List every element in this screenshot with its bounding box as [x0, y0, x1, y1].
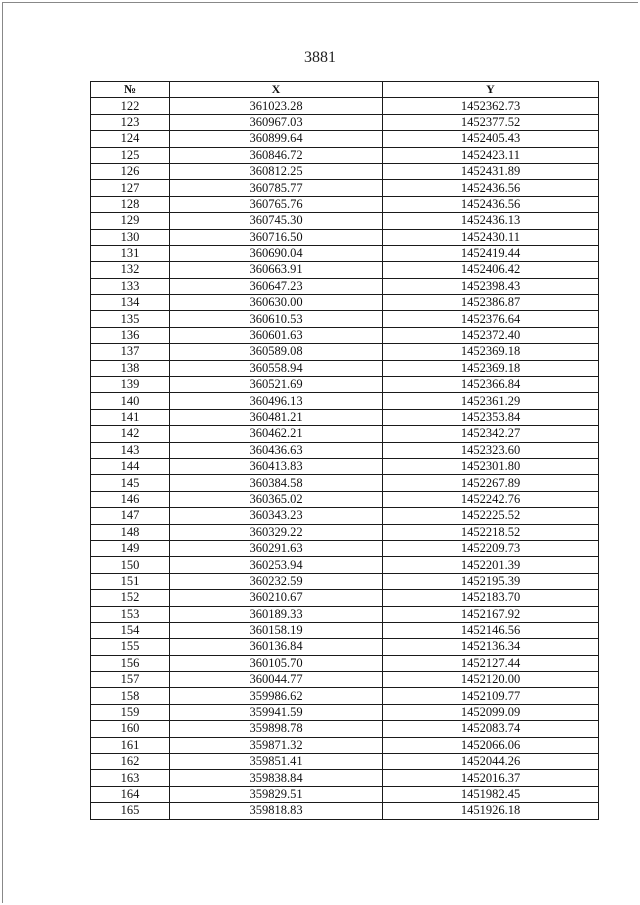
cell-number: 164	[91, 786, 170, 802]
cell-number: 151	[91, 573, 170, 589]
cell-x: 360812.25	[170, 163, 383, 179]
cell-x: 360716.50	[170, 229, 383, 245]
cell-y: 1452209.73	[383, 540, 599, 556]
cell-x: 360329.22	[170, 524, 383, 540]
table-row	[91, 573, 599, 589]
cell-x: 360253.94	[170, 557, 383, 573]
cell-x: 360690.04	[170, 245, 383, 261]
table-row	[91, 229, 599, 245]
table-row	[91, 245, 599, 261]
cell-number: 135	[91, 311, 170, 327]
cell-y: 1452362.73	[383, 98, 599, 114]
cell-x: 360436.63	[170, 442, 383, 458]
table-row	[91, 327, 599, 343]
cell-x: 360136.84	[170, 639, 383, 655]
cell-y: 1452083.74	[383, 721, 599, 737]
table-row	[91, 147, 599, 163]
cell-number: 132	[91, 262, 170, 278]
cell-number: 161	[91, 737, 170, 753]
cell-number: 148	[91, 524, 170, 540]
cell-y: 1452372.40	[383, 327, 599, 343]
cell-x: 360745.30	[170, 213, 383, 229]
page-number: 3881	[304, 49, 336, 66]
cell-y: 1452405.43	[383, 131, 599, 147]
table-row	[91, 393, 599, 409]
cell-x: 360413.83	[170, 458, 383, 474]
cell-y: 1452016.37	[383, 770, 599, 786]
cell-x: 360647.23	[170, 278, 383, 294]
cell-number: 144	[91, 458, 170, 474]
cell-y: 1452386.87	[383, 295, 599, 311]
cell-number: 130	[91, 229, 170, 245]
cell-number: 138	[91, 360, 170, 376]
cell-number: 131	[91, 245, 170, 261]
cell-y: 1452127.44	[383, 655, 599, 671]
cell-y: 1452225.52	[383, 508, 599, 524]
page-edge-top	[2, 2, 638, 3]
cell-number: 141	[91, 409, 170, 425]
cell-number: 157	[91, 672, 170, 688]
cell-number: 140	[91, 393, 170, 409]
table-header-row	[91, 82, 599, 98]
cell-number: 128	[91, 196, 170, 212]
table-row	[91, 442, 599, 458]
cell-number: 160	[91, 721, 170, 737]
cell-y: 1451982.45	[383, 786, 599, 802]
cell-number: 122	[91, 98, 170, 114]
cell-number: 162	[91, 754, 170, 770]
cell-y: 1452323.60	[383, 442, 599, 458]
cell-x: 359829.51	[170, 786, 383, 802]
table-body	[91, 98, 599, 819]
table-row	[91, 590, 599, 606]
cell-x: 360521.69	[170, 377, 383, 393]
cell-y: 1452430.11	[383, 229, 599, 245]
table-row	[91, 639, 599, 655]
cell-y: 1452342.27	[383, 426, 599, 442]
cell-y: 1452195.39	[383, 573, 599, 589]
table-row	[91, 360, 599, 376]
cell-y: 1452366.84	[383, 377, 599, 393]
cell-y: 1452419.44	[383, 245, 599, 261]
cell-x: 360601.63	[170, 327, 383, 343]
table-row	[91, 508, 599, 524]
table-row	[91, 672, 599, 688]
table-row	[91, 262, 599, 278]
cell-number: 149	[91, 540, 170, 556]
table-row	[91, 655, 599, 671]
cell-x: 360785.77	[170, 180, 383, 196]
cell-y: 1452218.52	[383, 524, 599, 540]
cell-x: 360291.63	[170, 540, 383, 556]
cell-number: 147	[91, 508, 170, 524]
cell-x: 360765.76	[170, 196, 383, 212]
cell-y: 1452398.43	[383, 278, 599, 294]
table-row	[91, 524, 599, 540]
table-row	[91, 131, 599, 147]
cell-x: 360384.58	[170, 475, 383, 491]
cell-y: 1452201.39	[383, 557, 599, 573]
cell-y: 1452136.34	[383, 639, 599, 655]
column-header-y: Y	[383, 82, 599, 98]
table-row	[91, 458, 599, 474]
column-header-number: №	[91, 82, 170, 98]
cell-x: 360496.13	[170, 393, 383, 409]
cell-x: 360610.53	[170, 311, 383, 327]
cell-y: 1452406.42	[383, 262, 599, 278]
cell-x: 360105.70	[170, 655, 383, 671]
cell-y: 1452423.11	[383, 147, 599, 163]
cell-x: 360210.67	[170, 590, 383, 606]
cell-y: 1452120.00	[383, 672, 599, 688]
cell-x: 360630.00	[170, 295, 383, 311]
cell-y: 1452267.89	[383, 475, 599, 491]
cell-y: 1452369.18	[383, 344, 599, 360]
cell-y: 1452066.06	[383, 737, 599, 753]
table-row	[91, 213, 599, 229]
cell-number: 153	[91, 606, 170, 622]
table-row	[91, 409, 599, 425]
cell-x: 360044.77	[170, 672, 383, 688]
table-row	[91, 754, 599, 770]
coordinates-table	[90, 81, 599, 820]
cell-x: 360343.23	[170, 508, 383, 524]
cell-y: 1452377.52	[383, 114, 599, 130]
cell-number: 139	[91, 377, 170, 393]
cell-x: 360846.72	[170, 147, 383, 163]
cell-y: 1452361.29	[383, 393, 599, 409]
cell-number: 156	[91, 655, 170, 671]
table-row	[91, 491, 599, 507]
cell-x: 359818.83	[170, 803, 383, 819]
cell-number: 159	[91, 704, 170, 720]
cell-y: 1452369.18	[383, 360, 599, 376]
cell-number: 154	[91, 622, 170, 638]
table-row	[91, 278, 599, 294]
cell-number: 145	[91, 475, 170, 491]
cell-y: 1452301.80	[383, 458, 599, 474]
cell-number: 158	[91, 688, 170, 704]
cell-x: 360589.08	[170, 344, 383, 360]
table-row	[91, 98, 599, 114]
cell-y: 1452436.13	[383, 213, 599, 229]
cell-number: 136	[91, 327, 170, 343]
table-row	[91, 295, 599, 311]
cell-number: 150	[91, 557, 170, 573]
cell-number: 155	[91, 639, 170, 655]
column-header-x: X	[170, 82, 383, 98]
table-row	[91, 704, 599, 720]
table-row	[91, 114, 599, 130]
cell-number: 127	[91, 180, 170, 196]
cell-y: 1452431.89	[383, 163, 599, 179]
table-row	[91, 540, 599, 556]
cell-number: 129	[91, 213, 170, 229]
cell-x: 360558.94	[170, 360, 383, 376]
cell-x: 360158.19	[170, 622, 383, 638]
cell-y: 1452146.56	[383, 622, 599, 638]
cell-y: 1452099.09	[383, 704, 599, 720]
table-row	[91, 737, 599, 753]
cell-number: 137	[91, 344, 170, 360]
cell-x: 360967.03	[170, 114, 383, 130]
cell-x: 359851.41	[170, 754, 383, 770]
cell-y: 1452183.70	[383, 590, 599, 606]
cell-x: 360899.64	[170, 131, 383, 147]
cell-x: 360462.21	[170, 426, 383, 442]
table-row	[91, 622, 599, 638]
cell-number: 143	[91, 442, 170, 458]
cell-number: 146	[91, 491, 170, 507]
cell-x: 359941.59	[170, 704, 383, 720]
cell-number: 126	[91, 163, 170, 179]
table-row	[91, 344, 599, 360]
cell-x: 360663.91	[170, 262, 383, 278]
cell-number: 125	[91, 147, 170, 163]
table-row	[91, 180, 599, 196]
cell-x: 360232.59	[170, 573, 383, 589]
cell-y: 1452436.56	[383, 180, 599, 196]
table-row	[91, 606, 599, 622]
cell-y: 1452109.77	[383, 688, 599, 704]
table-row	[91, 196, 599, 212]
cell-x: 359838.84	[170, 770, 383, 786]
cell-y: 1452436.56	[383, 196, 599, 212]
table-row	[91, 163, 599, 179]
cell-x: 359871.32	[170, 737, 383, 753]
cell-number: 152	[91, 590, 170, 606]
cell-x: 359898.78	[170, 721, 383, 737]
table-row	[91, 721, 599, 737]
cell-y: 1452353.84	[383, 409, 599, 425]
table-row	[91, 786, 599, 802]
cell-y: 1452044.26	[383, 754, 599, 770]
page-edge-left	[2, 2, 3, 903]
cell-y: 1452242.76	[383, 491, 599, 507]
cell-y: 1452376.64	[383, 311, 599, 327]
table-row	[91, 770, 599, 786]
cell-x: 361023.28	[170, 98, 383, 114]
table-row	[91, 377, 599, 393]
cell-number: 142	[91, 426, 170, 442]
cell-x: 360189.33	[170, 606, 383, 622]
cell-number: 133	[91, 278, 170, 294]
cell-number: 165	[91, 803, 170, 819]
table-row	[91, 426, 599, 442]
cell-number: 163	[91, 770, 170, 786]
cell-x: 360365.02	[170, 491, 383, 507]
table-row	[91, 557, 599, 573]
cell-x: 359986.62	[170, 688, 383, 704]
table-row	[91, 803, 599, 819]
cell-x: 360481.21	[170, 409, 383, 425]
table-row	[91, 688, 599, 704]
table-row	[91, 311, 599, 327]
cell-number: 134	[91, 295, 170, 311]
table-row	[91, 475, 599, 491]
cell-y: 1452167.92	[383, 606, 599, 622]
cell-number: 123	[91, 114, 170, 130]
cell-number: 124	[91, 131, 170, 147]
cell-y: 1451926.18	[383, 803, 599, 819]
